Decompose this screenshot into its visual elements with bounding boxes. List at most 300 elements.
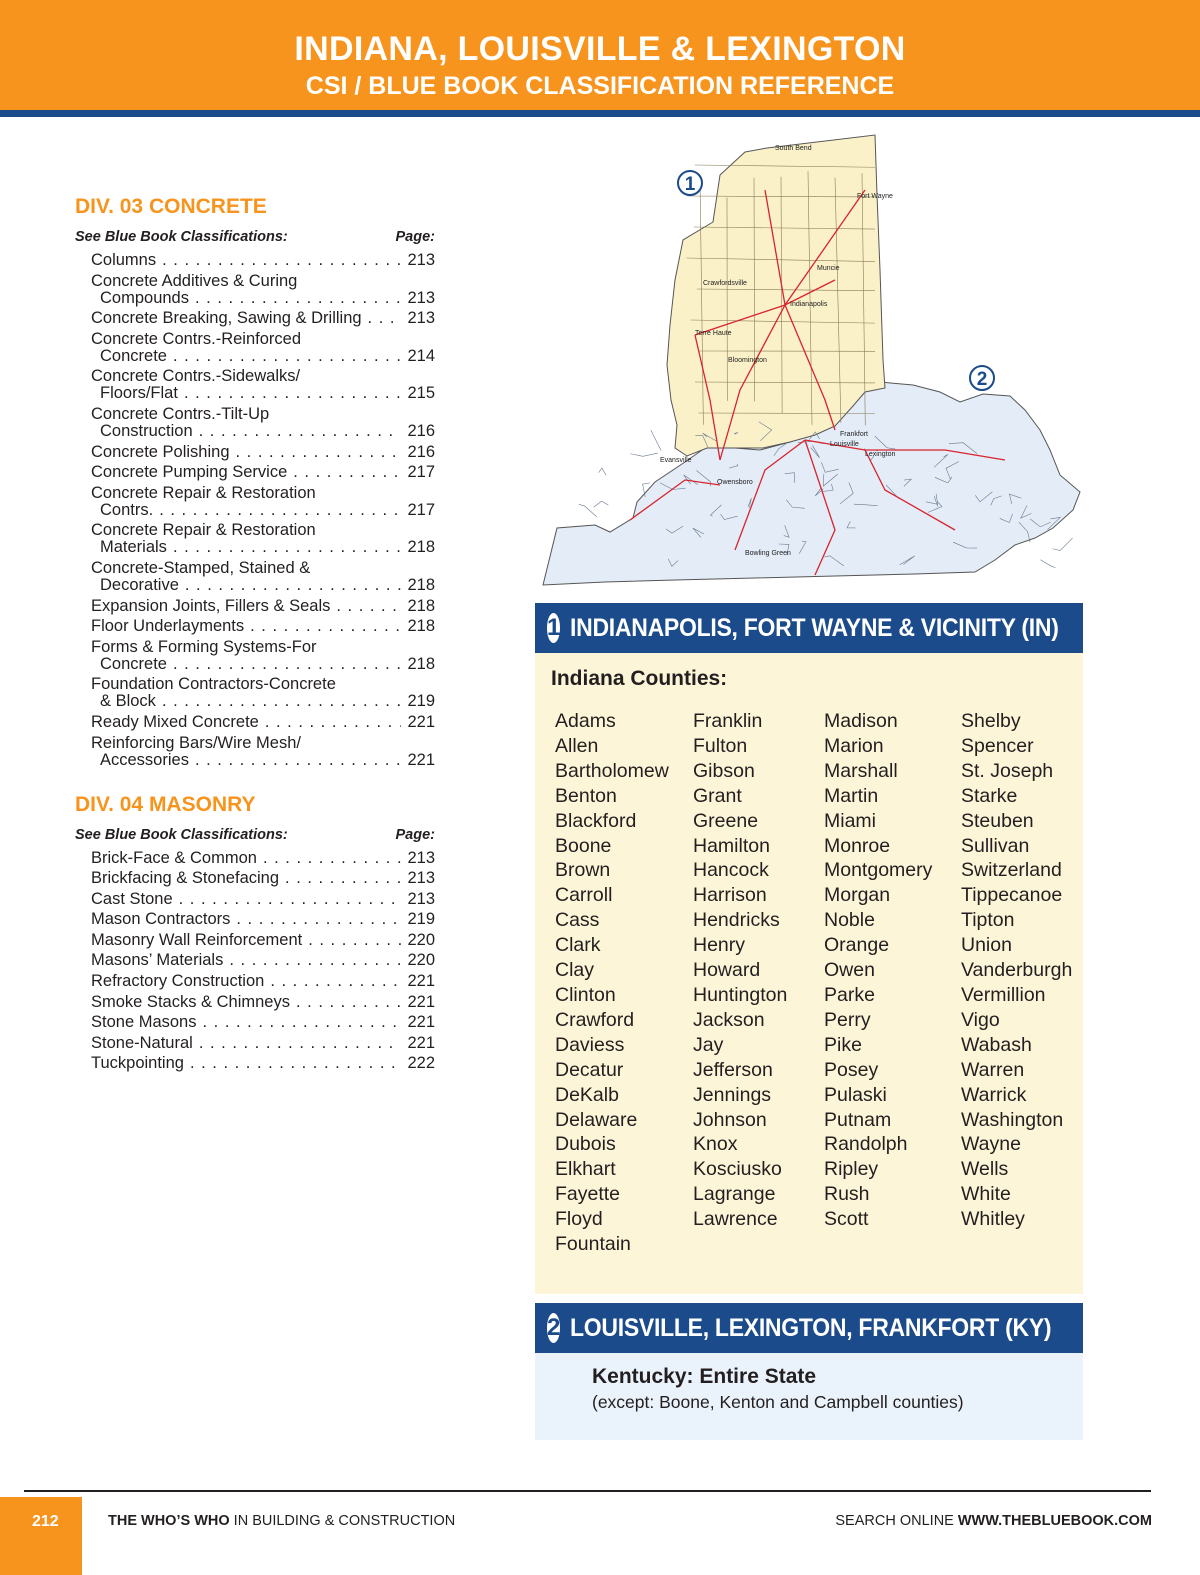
- classification-name-line1: Concrete-Stamped, Stained &: [91, 558, 311, 577]
- classification-entry: [91, 676, 435, 710]
- classification-leader-line: [91, 693, 435, 710]
- page-ref: 213: [407, 869, 435, 888]
- county-name: Hancock: [693, 859, 769, 882]
- classification-leader-line: [91, 870, 435, 887]
- section-1-number: 1: [547, 614, 561, 641]
- county-name: Boone: [555, 834, 612, 857]
- publication-name-rest: IN BUILDING & CONSTRUCTION: [229, 1513, 456, 1529]
- classification-entry: [91, 891, 435, 908]
- county-name: Henry: [693, 934, 746, 957]
- county-column: [555, 709, 693, 1257]
- dot-leader: [185, 577, 402, 594]
- publication-name: [108, 1513, 455, 1529]
- classification-leader-line: [91, 423, 435, 440]
- page-ref: 216: [407, 442, 435, 461]
- county-name: Howard: [693, 959, 761, 982]
- classification-leader-line: [91, 618, 435, 635]
- page-ref: 213: [407, 848, 435, 867]
- county-border: [1053, 538, 1073, 550]
- page-ref: 217: [407, 463, 435, 482]
- page-ref: 221: [407, 992, 435, 1011]
- county-name: Noble: [824, 909, 875, 932]
- county-columns: [555, 709, 1081, 1257]
- classification-name: Smoke Stacks & Chimneys: [91, 992, 290, 1011]
- dot-leader: [336, 598, 401, 615]
- county-name: Scott: [824, 1208, 869, 1231]
- classification-entry: [91, 406, 435, 440]
- classification-entry: [91, 485, 435, 519]
- classification-leader-line: [91, 502, 435, 519]
- classification-leader-line: [91, 290, 435, 307]
- classification-leader-line: [91, 348, 435, 365]
- county-name: Warrick: [961, 1083, 1027, 1106]
- county-border: [651, 430, 661, 450]
- classification-entry: [91, 994, 435, 1011]
- classification-entry: [91, 444, 435, 461]
- classification-entry: [91, 368, 435, 402]
- county-name: Monroe: [824, 834, 891, 857]
- city-label: Bloomington: [728, 357, 767, 364]
- div04-section: [75, 793, 435, 1073]
- county-name: Delaware: [555, 1108, 638, 1131]
- county-name: Franklin: [693, 710, 763, 732]
- page-ref: 220: [407, 930, 435, 949]
- classification-name: Expansion Joints, Fillers & Seals: [91, 596, 331, 615]
- classification-leader-line: [91, 952, 435, 969]
- county-border: [630, 453, 657, 456]
- classification-leader-line: [91, 994, 435, 1011]
- city-label: Terre Haute: [695, 330, 732, 337]
- dot-leader: [236, 444, 402, 461]
- classification-column: [75, 195, 435, 1076]
- div03-title: DIV. 03 CONCRETE: [75, 195, 267, 218]
- classification-name: Cast Stone: [91, 889, 173, 908]
- county-name: Starke: [961, 784, 1018, 807]
- page-ref: 221: [407, 750, 435, 769]
- section-2-title: LOUISVILLE, LEXINGTON, FRANKFORT (KY): [570, 1313, 1052, 1342]
- dot-leader: [190, 1055, 402, 1072]
- city-label: Owensboro: [717, 479, 753, 486]
- page-label: Page:: [395, 826, 435, 843]
- county-name: Marion: [824, 734, 884, 757]
- classification-leader-line: [91, 577, 435, 594]
- page-ref: 216: [407, 421, 435, 440]
- county-name: Fayette: [555, 1183, 621, 1206]
- city-label: Louisville: [830, 441, 859, 448]
- classification-leader-line: [91, 973, 435, 990]
- classification-leader-line: [91, 310, 435, 327]
- classification-name: Contrs.: [100, 500, 154, 519]
- classification-entry: [91, 273, 435, 307]
- classification-name: Concrete: [100, 654, 167, 673]
- page-ref: 213: [407, 889, 435, 908]
- classification-leader-line: [91, 464, 435, 481]
- section-2-header: [535, 1303, 1083, 1353]
- county-name: Owen: [824, 959, 875, 982]
- see-label: See Blue Book Classifications:: [75, 229, 288, 245]
- county-name: Wells: [961, 1158, 1009, 1181]
- dot-leader: [199, 1035, 402, 1052]
- page-ref: 218: [407, 538, 435, 557]
- county-name: Daviess: [555, 1033, 625, 1056]
- classification-name: Mason Contractors: [91, 910, 231, 929]
- county-name: Parke: [824, 983, 875, 1006]
- section-1-header: [535, 603, 1083, 653]
- classification-leader-line: [91, 385, 435, 402]
- section-1-panel: [535, 653, 1083, 1294]
- classification-name: Brick-Face & Common: [91, 848, 257, 867]
- county-name: Clinton: [555, 983, 616, 1006]
- classification-name-line1: Concrete Additives & Curing: [91, 271, 298, 290]
- dot-leader: [173, 539, 402, 556]
- page-ref: 221: [407, 1033, 435, 1052]
- classification-entry: [91, 973, 435, 990]
- county-name: DeKalb: [555, 1083, 619, 1106]
- classification-name-line1: Concrete Contrs.-Reinforced: [91, 329, 302, 348]
- county-column: [824, 709, 961, 1257]
- section-1-title: INDIANAPOLIS, FORT WAYNE & VICINITY (IN): [570, 613, 1059, 642]
- county-name: Posey: [824, 1058, 879, 1081]
- county-name: Greene: [693, 809, 759, 832]
- classification-leader-line: [91, 656, 435, 673]
- classification-name: Brickfacing & Stonefacing: [91, 869, 280, 888]
- region-map: [535, 130, 1090, 595]
- county-name: Fountain: [555, 1233, 631, 1256]
- classification-entry: [91, 618, 435, 635]
- county-name: Randolph: [824, 1133, 908, 1156]
- county-name: Jefferson: [693, 1058, 773, 1081]
- page-ref: 221: [407, 972, 435, 991]
- county-border: [594, 501, 609, 507]
- county-name: Grant: [693, 784, 742, 807]
- dot-leader: [229, 952, 401, 969]
- page-label: Page:: [395, 229, 435, 245]
- county-name: Vermillion: [961, 983, 1046, 1006]
- county-name: Sullivan: [961, 834, 1030, 857]
- classification-name: Floor Underlayments: [91, 617, 245, 636]
- indiana-counties-heading: Indiana Counties:: [551, 667, 728, 690]
- page-ref: 218: [407, 596, 435, 615]
- county-name: Lagrange: [693, 1183, 776, 1206]
- city-label: Crawfordsville: [703, 280, 747, 287]
- dot-leader: [236, 911, 401, 928]
- classification-name: Decorative: [100, 575, 179, 594]
- county-column: [693, 709, 824, 1257]
- classification-entry: [91, 331, 435, 365]
- footer-divider: [24, 1490, 1151, 1492]
- city-label: Lexington: [865, 451, 896, 458]
- classification-name-line1: Concrete Repair & Restoration: [91, 521, 316, 540]
- dot-leader: [179, 891, 402, 908]
- website-link[interactable]: [835, 1513, 1152, 1529]
- page-ref: 218: [407, 575, 435, 594]
- classification-leader-line: [91, 598, 435, 615]
- county-name: Blackford: [555, 809, 637, 832]
- classification-name-line1: Foundation Contractors-Concrete: [91, 675, 336, 694]
- page-number: 212: [32, 1513, 59, 1530]
- classification-name: Masons’ Materials: [91, 951, 224, 970]
- county-name: Montgomery: [824, 859, 933, 882]
- classification-entry: [91, 952, 435, 969]
- kentucky-exceptions: (except: Boone, Kenton and Campbell counties): [592, 1392, 964, 1412]
- county-name: Floyd: [555, 1208, 603, 1231]
- county-name: Pike: [824, 1033, 862, 1056]
- classification-entry: [91, 850, 435, 867]
- county-name: Washington: [961, 1108, 1064, 1131]
- classification-name: Concrete Pumping Service: [91, 463, 288, 482]
- dot-leader: [202, 1014, 401, 1031]
- website-url[interactable]: WWW.THEBLUEBOOK.COM: [957, 1513, 1152, 1529]
- div04-subheader: [75, 827, 435, 843]
- page-ref: 221: [407, 1013, 435, 1032]
- div04-entry-list: [91, 850, 435, 1073]
- classification-name: Concrete Breaking, Sawing & Drilling: [91, 309, 362, 328]
- classification-name: Masonry Wall Reinforcement: [91, 930, 303, 949]
- dot-leader: [162, 693, 402, 710]
- div03-entry-list: [91, 252, 435, 769]
- city-label: Indianapolis: [790, 301, 828, 308]
- classification-leader-line: [91, 1014, 435, 1031]
- dot-leader: [173, 656, 402, 673]
- county-name: Putnam: [824, 1108, 892, 1131]
- classification-name: Tuckpointing: [91, 1054, 184, 1073]
- county-name: Warren: [961, 1058, 1025, 1081]
- classification-leader-line: [91, 1055, 435, 1072]
- page-ref: 213: [407, 251, 435, 269]
- classification-name: & Block: [100, 692, 156, 711]
- city-label: Evansville: [660, 457, 692, 464]
- county-name: Steuben: [961, 809, 1034, 832]
- classification-name-line1: Reinforcing Bars/Wire Mesh/: [91, 733, 301, 752]
- county-name: Vanderburgh: [961, 959, 1073, 982]
- classification-entry: [91, 560, 435, 594]
- county-name: Brown: [555, 859, 611, 882]
- classification-name: Construction: [100, 421, 193, 440]
- county-name: Tippecanoe: [961, 884, 1063, 907]
- county-name: Benton: [555, 784, 617, 807]
- county-name: Adams: [555, 710, 616, 732]
- county-name: Wabash: [961, 1033, 1032, 1056]
- classification-entry: [91, 1014, 435, 1031]
- classification-entry: [91, 522, 435, 556]
- county-name: Knox: [693, 1133, 738, 1156]
- dot-leader: [173, 348, 402, 365]
- county-name: Cass: [555, 909, 600, 932]
- county-name: Crawford: [555, 1008, 635, 1031]
- region-2-marker: [970, 366, 994, 390]
- county-name: Jackson: [693, 1008, 765, 1031]
- page-ref: 219: [407, 692, 435, 711]
- div03-section: [75, 195, 435, 769]
- county-name: Clark: [555, 934, 601, 957]
- classification-name: Columns: [91, 251, 157, 269]
- county-name: Kosciusko: [693, 1158, 782, 1181]
- classification-name: Materials: [100, 538, 167, 557]
- dot-leader: [195, 752, 402, 769]
- county-name: Pulaski: [824, 1083, 887, 1106]
- county-name: Hamilton: [693, 834, 770, 857]
- county-column: [961, 709, 1081, 1257]
- publication-name-bold: THE WHO’S WHO: [108, 1513, 230, 1529]
- classification-entry: [91, 735, 435, 769]
- city-label: Bowling Green: [745, 550, 791, 557]
- classification-name-line1: Concrete Contrs.-Sidewalks/: [91, 367, 301, 386]
- county-name: Switzerland: [961, 859, 1062, 882]
- county-name: Ripley: [824, 1158, 879, 1181]
- header-divider: [0, 110, 1200, 117]
- see-label: See Blue Book Classifications:: [75, 826, 288, 843]
- county-name: Shelby: [961, 710, 1021, 732]
- page-header: [0, 0, 1200, 110]
- county-name: Clay: [555, 959, 595, 982]
- county-name: Huntington: [693, 983, 788, 1006]
- classification-entry: [91, 252, 435, 269]
- county-name: Marshall: [824, 759, 898, 782]
- county-name: Fulton: [693, 734, 748, 757]
- dot-leader: [195, 290, 401, 307]
- classification-name: Accessories: [100, 750, 189, 769]
- classification-entry: [91, 639, 435, 673]
- county-name: Union: [961, 934, 1012, 957]
- county-name: Allen: [555, 734, 599, 757]
- website-prefix: SEARCH ONLINE: [835, 1513, 958, 1529]
- classification-entry: [91, 1055, 435, 1072]
- city-label: South Bend: [775, 145, 812, 152]
- page-ref: 217: [407, 500, 435, 519]
- classification-leader-line: [91, 891, 435, 908]
- county-name: Jay: [693, 1033, 724, 1056]
- page-ref: 218: [407, 617, 435, 636]
- dot-leader: [265, 714, 402, 731]
- classification-entry: [91, 714, 435, 731]
- county-name: Vigo: [961, 1008, 1000, 1031]
- dot-leader: [159, 502, 401, 519]
- county-name: Elkhart: [555, 1158, 616, 1181]
- page-title: INDIANA, LOUISVILLE & LEXINGTON: [294, 30, 906, 68]
- county-border: [1040, 560, 1055, 568]
- classification-leader-line: [91, 911, 435, 928]
- classification-entry: [91, 1035, 435, 1052]
- county-name: Orange: [824, 934, 890, 957]
- classification-leader-line: [91, 932, 435, 949]
- county-name: Martin: [824, 784, 879, 807]
- dot-leader: [296, 994, 401, 1011]
- classification-name-line1: Concrete Repair & Restoration: [91, 483, 316, 502]
- page-subtitle: CSI / BLUE BOOK CLASSIFICATION REFERENCE: [305, 72, 895, 100]
- page-ref: 220: [407, 951, 435, 970]
- county-name: Jennings: [693, 1083, 772, 1106]
- dot-leader: [250, 618, 401, 635]
- dot-leader: [199, 423, 402, 440]
- classification-entry: [91, 464, 435, 481]
- county-name: Perry: [824, 1008, 871, 1031]
- classification-entry: [91, 870, 435, 887]
- page-ref: 214: [407, 346, 435, 365]
- classification-name: Concrete: [100, 346, 167, 365]
- section-2-panel: [535, 1353, 1083, 1440]
- section-2-number: 2: [547, 1314, 561, 1341]
- county-name: Dubois: [555, 1133, 616, 1156]
- county-name: Gibson: [693, 759, 755, 782]
- classification-name: Stone Masons: [91, 1013, 197, 1032]
- county-name: Wayne: [961, 1133, 1021, 1156]
- dot-leader: [293, 464, 401, 481]
- classification-name: Floors/Flat: [100, 384, 178, 403]
- county-name: Madison: [824, 710, 898, 732]
- classification-name: Ready Mixed Concrete: [91, 712, 259, 731]
- svg-text:1: 1: [684, 174, 696, 195]
- county-name: Johnson: [693, 1108, 767, 1131]
- page-ref: 222: [407, 1054, 435, 1073]
- classification-name: Stone-Natural: [91, 1033, 193, 1052]
- county-name: Harrison: [693, 884, 767, 907]
- classification-leader-line: [91, 1035, 435, 1052]
- city-label: Fort Wayne: [857, 193, 893, 200]
- county-name: Decatur: [555, 1058, 624, 1081]
- dot-leader: [162, 252, 401, 269]
- classification-leader-line: [91, 850, 435, 867]
- classification-entry: [91, 911, 435, 928]
- div04-title: DIV. 04 MASONRY: [75, 792, 256, 816]
- svg-text:2: 2: [976, 369, 988, 390]
- city-label: Frankfort: [840, 431, 869, 438]
- county-name: Hendricks: [693, 909, 780, 932]
- dot-leader: [308, 932, 401, 949]
- classification-leader-line: [91, 444, 435, 461]
- classification-leader-line: [91, 752, 435, 769]
- county-name: Whitley: [961, 1208, 1025, 1231]
- page-ref: 218: [407, 654, 435, 673]
- dot-leader: [270, 973, 401, 990]
- classification-name-line1: Forms & Forming Systems-For: [91, 637, 317, 656]
- page-ref: 219: [407, 910, 435, 929]
- county-name: Tipton: [961, 909, 1015, 932]
- classification-leader-line: [91, 714, 435, 731]
- dot-leader: [368, 310, 402, 327]
- classification-leader-line: [91, 539, 435, 556]
- county-name: St. Joseph: [961, 759, 1054, 782]
- classification-entry: [91, 932, 435, 949]
- classification-name: Refractory Construction: [91, 972, 265, 991]
- page-ref: 213: [407, 288, 435, 307]
- region-1-marker: [678, 171, 702, 195]
- county-name: Bartholomew: [555, 759, 669, 782]
- kentucky-heading: Kentucky: Entire State: [592, 1365, 817, 1388]
- county-name: Lawrence: [693, 1208, 778, 1231]
- county-name: Miami: [824, 809, 876, 832]
- dot-leader: [184, 385, 402, 402]
- county-name: White: [961, 1183, 1011, 1206]
- page-number-tab: [0, 1497, 82, 1575]
- county-name: Morgan: [824, 884, 891, 907]
- county-border: [599, 468, 606, 475]
- county-name: Spencer: [961, 734, 1034, 757]
- classification-entry: [91, 310, 435, 327]
- classification-leader-line: [91, 252, 435, 269]
- classification-entry: [91, 598, 435, 615]
- county-name: Rush: [824, 1183, 870, 1206]
- div03-subheader: [75, 229, 435, 245]
- county-name: Carroll: [555, 884, 613, 907]
- classification-name: Compounds: [100, 288, 189, 307]
- page-ref: 213: [407, 309, 435, 328]
- classification-name-line1: Concrete Contrs.-Tilt-Up: [91, 404, 270, 423]
- county-border: [579, 504, 597, 516]
- classification-name: Concrete Polishing: [91, 442, 230, 461]
- dot-leader: [263, 850, 402, 867]
- page-ref: 221: [407, 712, 435, 731]
- page-ref: 215: [407, 384, 435, 403]
